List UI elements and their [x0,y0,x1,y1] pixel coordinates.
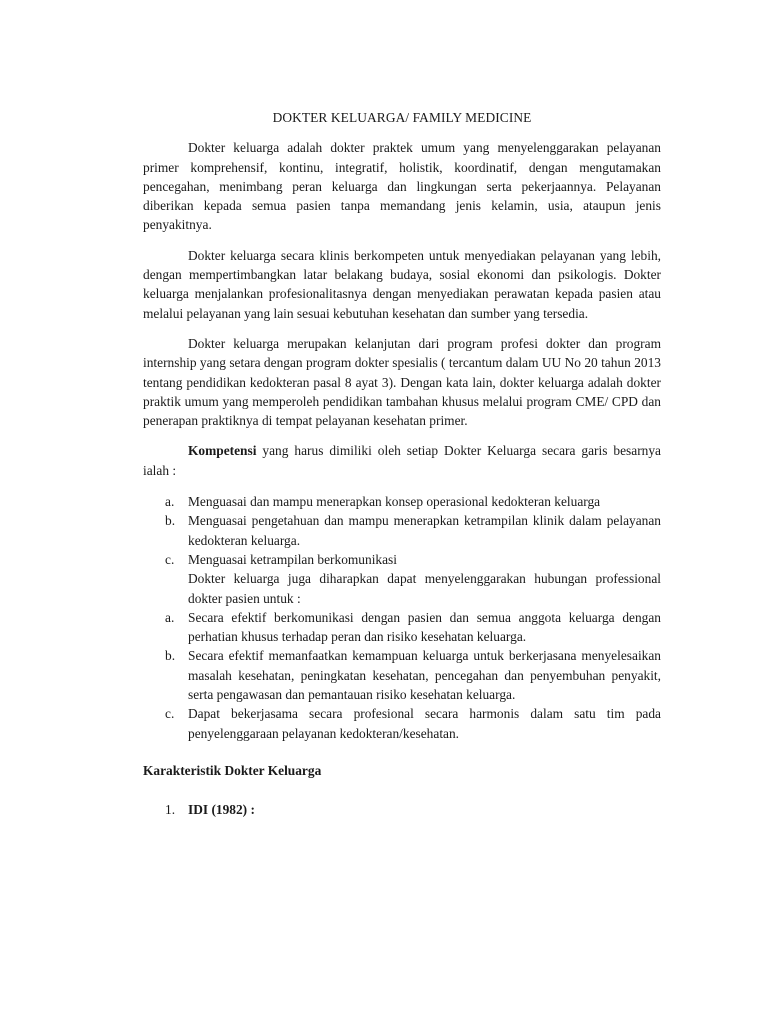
list-item-text: Menguasai pengetahuan dan mampu menerapkan ketrampilan klinik dalam pelayanan kedokteran keluarga. [188,513,661,548]
list-item [143,608,661,647]
paragraph-kompetensi [143,441,661,480]
list-marker: c. [165,551,175,567]
paragraph-program: Dokter keluarga merupakan kelanjutan dari program profesi dokter dan program internship yang setara dengan program dokter spesialis ( tercantum dalam UU No 20 tahun 2013 tentang pendidikan kedokteran pasal 8 ayat 3). Dengan kata lain, dokter keluarga adalah dokter praktik umum yang memperoleh pendidikan tambahan khusus melalui program CME/ CPD dan penerapan praktiknya di tempat pelayanan kesehatan primer. [143,335,661,429]
paragraph-clinical-competence: Dokter keluarga secara klinis berkompeten untuk menyediakan pelayanan yang lebih, dengan mempertimbangkan latar belakang budaya, sosial ekonomi dan psikologis. Dokter keluarga menjalankan profesionalitasnya dengan menyediakan perawatan kepada pasien atau melalui pelayanan yang lain sesuai kebutuhan kesehatan dan sumber yang tersedia. [143,247,661,321]
competence-list [143,492,661,569]
list-item [143,704,661,743]
document-title: DOKTER KELUARGA/ FAMILY MEDICINE [272,110,532,125]
list-item-text: Menguasai dan mampu menerapkan konsep operasional kedokteran keluarga [188,494,601,510]
document-content [143,108,661,820]
list-marker: b. [165,648,176,664]
list-marker: a. [165,609,175,625]
list-item [143,646,661,704]
relationship-note: Dokter keluarga juga diharapkan dapat menyelenggarakan hubungan professional dokter pasien untuk : [188,571,661,606]
kompetensi-text: yang harus dimiliki oleh setiap Dokter Keluarga secara garis besarnya ialah : [143,443,661,478]
kompetensi-term: Kompetensi [188,443,257,459]
section-heading: Karakteristik Dokter Keluarga [143,762,322,778]
list-marker: a. [165,494,175,510]
relationship-list [143,608,661,743]
list-item-text: Secara efektif berkomunikasi dengan pasien dan semua anggota keluarga dengan perhatian khusus terhadap peran dan risiko kesehatan keluarga. [188,609,661,645]
numbered-item [143,800,661,819]
numbered-marker: 1. [165,802,176,818]
list-item [143,492,661,511]
list-item-text: Menguasai ketrampilan berkomunikasi [188,551,397,567]
list-item-text: Secara efektif memanfaatkan kemampuan keluarga untuk berkerjasana menyelesaikan masalah kesehatan, peningkatan kesehatan, pencegahan dan penyembuhan penyakit, serta pengawasan dan pemantauan risiko kesehatan keluarga. [188,648,661,703]
list-marker: c. [165,706,175,722]
list-marker: b. [165,513,176,529]
list-item [143,511,661,550]
list-item-text: Dapat bekerjasama secara profesional secara harmonis dalam satu tim pada penyelenggaraan pelayanan kedokteran/kesehatan. [188,706,661,741]
paragraph-definition: Dokter keluarga adalah dokter praktek umum yang menyelenggarakan pelayanan primer komprehensif, kontinu, integratif, holistik, koordinatif, dengan mengutamakan pencegahan, menimbang peran keluarga dan lingkungan serta pekerjaannya. Pelayanan diberikan kepada semua pasien tanpa memandang jenis kelamin, usia, ataupun jenis penyakitnya. [143,140,661,233]
list-item [143,550,661,569]
numbered-item-text: IDI (1982) : [188,802,255,818]
